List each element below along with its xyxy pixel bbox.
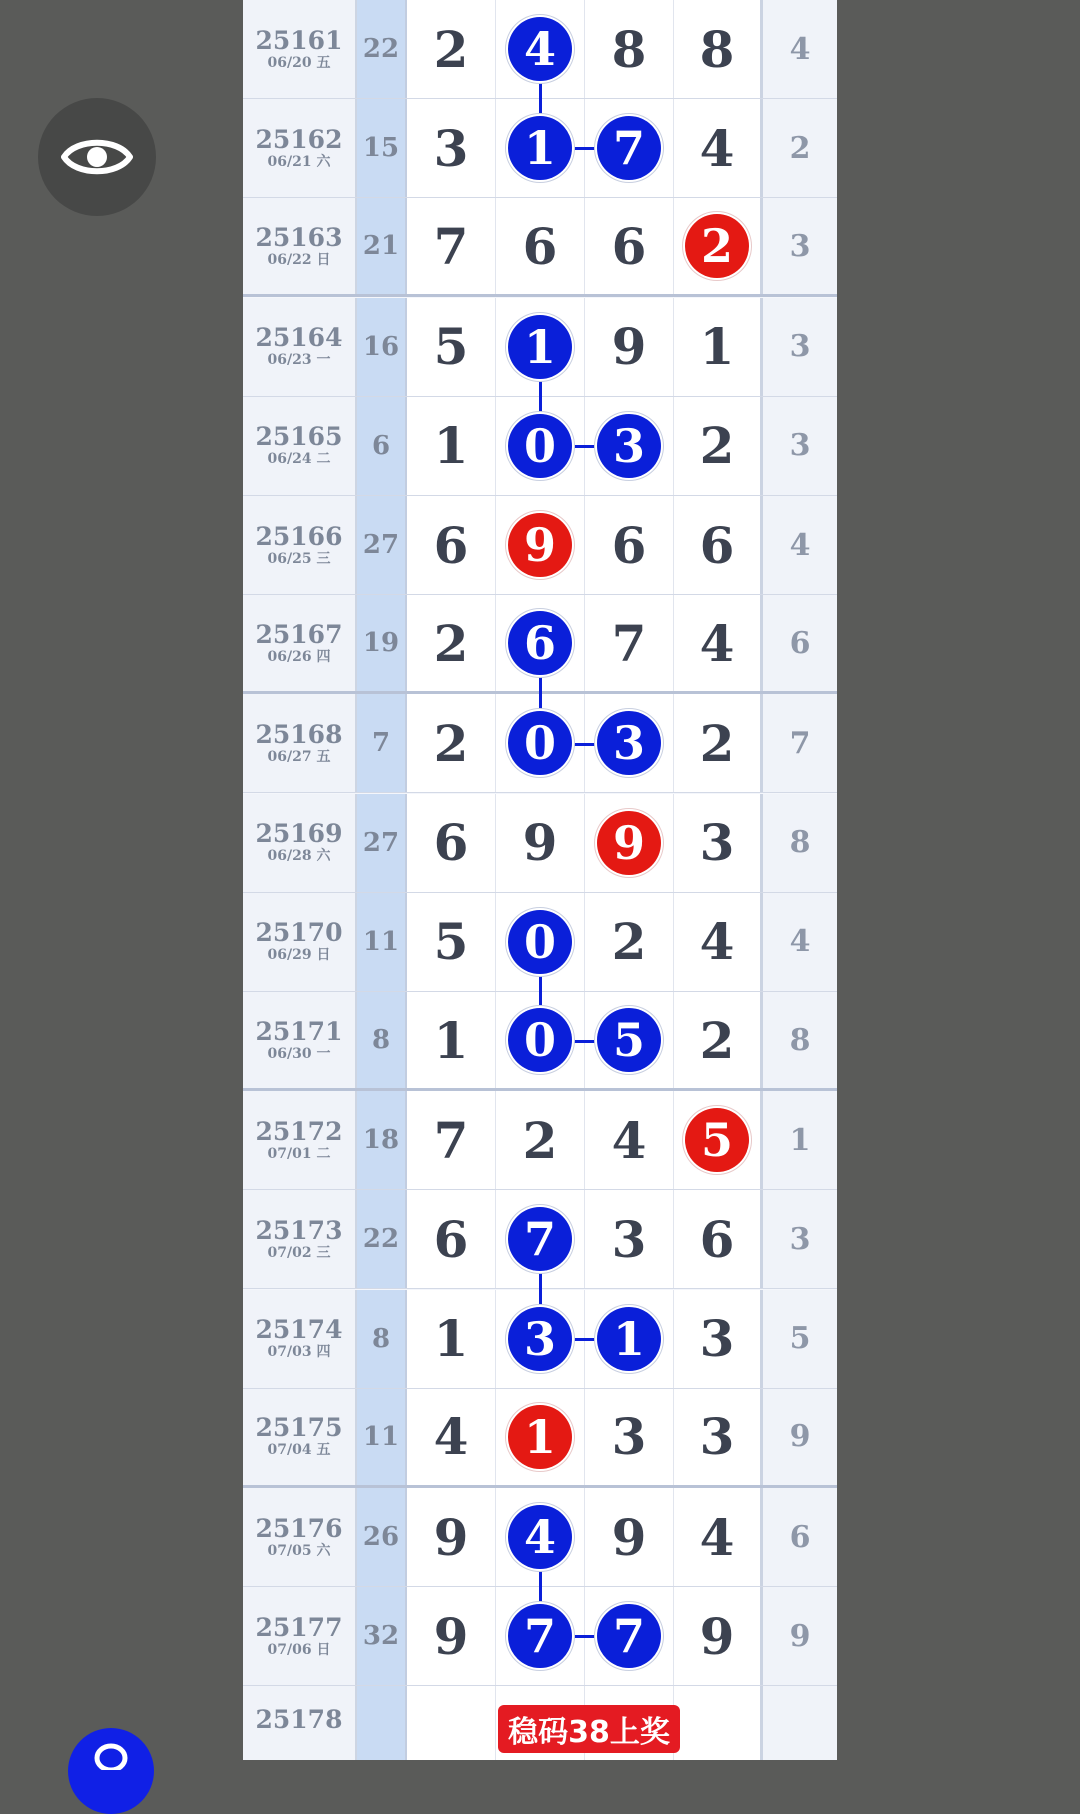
digit-value: 3 [699, 1407, 735, 1467]
connector-line [539, 82, 542, 117]
blue-ball: 0 [508, 910, 572, 974]
issue-date: 07/03 四 [267, 1344, 331, 1361]
blue-ball: 5 [597, 1008, 661, 1072]
digit-value: 9 [699, 1606, 735, 1666]
sum-cell: 19 [357, 595, 407, 691]
blue-ball: 7 [597, 116, 661, 180]
digit-cell [674, 0, 763, 98]
issue-cell [243, 198, 357, 294]
digit-cell [674, 1587, 763, 1685]
blue-ball: 0 [508, 1008, 572, 1072]
digit-cell [585, 397, 674, 495]
connector-line [573, 1040, 598, 1043]
digit-value: 3 [699, 813, 735, 873]
digit-cell [407, 99, 496, 197]
red-ball: 2 [685, 214, 749, 278]
digit-cell [585, 198, 674, 294]
trend-table [243, 0, 837, 1760]
issue-cell [243, 1290, 357, 1388]
blue-ball: 7 [597, 1604, 661, 1668]
digit-value: 4 [433, 1407, 469, 1467]
digit-cell [407, 496, 496, 594]
digit-value: 3 [699, 1309, 735, 1369]
sum-cell: 21 [357, 198, 407, 294]
sum-cell: 15 [357, 99, 407, 197]
blue-ball: 4 [508, 17, 572, 81]
sum-cell: 8 [357, 992, 407, 1088]
blue-ball: 7 [508, 1604, 572, 1668]
digit-cell [585, 794, 674, 892]
digit-cell [674, 1389, 763, 1485]
issue-number: 25175 [255, 1413, 343, 1443]
digit-value: 4 [611, 1110, 647, 1170]
digit-value: 7 [433, 216, 469, 276]
issue-number: 25178 [255, 1705, 343, 1735]
issue-date: 06/22 日 [267, 251, 331, 268]
digit-cell [407, 694, 496, 792]
digit-value: 5 [433, 912, 469, 972]
digit-value: 1 [433, 416, 469, 476]
sum-cell: 6 [357, 397, 407, 495]
digit-cell [407, 1091, 496, 1189]
last-digit-cell: 6 [763, 1488, 837, 1586]
issue-cell [243, 595, 357, 691]
digit-value: 3 [611, 1407, 647, 1467]
issue-cell [243, 992, 357, 1088]
issue-date: 06/26 四 [267, 648, 331, 665]
digit-value: 9 [611, 317, 647, 377]
digit-cell [407, 1587, 496, 1685]
issue-cell [243, 1686, 357, 1760]
last-digit-cell: 5 [763, 1290, 837, 1388]
sum-cell: 22 [357, 0, 407, 98]
issue-number: 25169 [255, 819, 343, 849]
issue-date: 07/05 六 [267, 1542, 331, 1559]
digit-cell [585, 1587, 674, 1685]
table-row [243, 496, 837, 595]
digit-value: 3 [433, 118, 469, 178]
sum-cell [357, 1686, 407, 1760]
issue-cell [243, 1488, 357, 1586]
last-digit-cell: 1 [763, 1091, 837, 1189]
digit-value: 6 [522, 216, 558, 276]
digit-cell [674, 1488, 763, 1586]
issue-date: 06/29 日 [267, 947, 331, 964]
digit-value: 7 [433, 1110, 469, 1170]
digit-cell [585, 893, 674, 991]
digit-value: 5 [433, 317, 469, 377]
blue-ball: 3 [597, 711, 661, 775]
last-digit-cell: 7 [763, 694, 837, 792]
issue-number: 25168 [255, 719, 343, 749]
last-digit-cell [763, 1686, 837, 1760]
digit-value: 9 [433, 1606, 469, 1666]
digit-cell [407, 992, 496, 1088]
sum-cell: 18 [357, 1091, 407, 1189]
sum-cell: 22 [357, 1190, 407, 1288]
issue-number: 25170 [255, 918, 343, 948]
connector-line [539, 1272, 542, 1307]
sum-cell: 26 [357, 1488, 407, 1586]
digit-value: 6 [433, 813, 469, 873]
digit-cell [407, 298, 496, 396]
connector-line [573, 743, 598, 746]
red-ball: 5 [685, 1108, 749, 1172]
digit-value: 6 [611, 216, 647, 276]
digit-value: 9 [522, 813, 558, 873]
issue-cell [243, 1587, 357, 1685]
sum-cell: 16 [357, 298, 407, 396]
digit-cell [585, 694, 674, 792]
issue-number: 25163 [255, 222, 343, 252]
digit-value: 6 [433, 515, 469, 575]
digit-cell [496, 496, 585, 594]
digit-value: 4 [699, 1507, 735, 1567]
issue-number: 25176 [255, 1513, 343, 1543]
last-digit-cell: 6 [763, 595, 837, 691]
last-digit-cell: 8 [763, 794, 837, 892]
digit-cell [407, 1190, 496, 1288]
digit-cell [674, 298, 763, 396]
digit-cell [496, 794, 585, 892]
digit-value: 2 [433, 613, 469, 673]
last-digit-cell: 4 [763, 0, 837, 98]
sum-cell: 32 [357, 1587, 407, 1685]
digit-value: 2 [699, 416, 735, 476]
digit-cell [585, 595, 674, 691]
digit-cell [674, 1091, 763, 1189]
issue-number: 25167 [255, 619, 343, 649]
digit-cell [674, 694, 763, 792]
blue-ball: 1 [508, 116, 572, 180]
issue-date: 06/21 六 [267, 153, 331, 170]
digit-cell [585, 1091, 674, 1189]
digit-cell [674, 99, 763, 197]
digit-cell [585, 0, 674, 98]
digit-cell [407, 1290, 496, 1388]
digit-value: 6 [433, 1209, 469, 1269]
last-digit-cell: 8 [763, 992, 837, 1088]
red-ball: 9 [597, 811, 661, 875]
issue-number: 25162 [255, 124, 343, 154]
digit-cell [674, 198, 763, 294]
digit-value: 6 [699, 515, 735, 575]
digit-cell [585, 1290, 674, 1388]
issue-number: 25177 [255, 1612, 343, 1642]
blue-ball: 6 [508, 611, 572, 675]
digit-cell [674, 992, 763, 1088]
table-row [243, 1389, 837, 1488]
issue-cell [243, 1091, 357, 1189]
last-digit-cell: 3 [763, 1190, 837, 1288]
issue-cell [243, 99, 357, 197]
digit-value: 6 [699, 1209, 735, 1269]
digit-value: 7 [611, 613, 647, 673]
sum-cell: 11 [357, 893, 407, 991]
digit-cell [585, 1389, 674, 1485]
issue-date: 07/04 五 [267, 1442, 331, 1459]
issue-number: 25165 [255, 422, 343, 452]
issue-date: 06/28 六 [267, 848, 331, 865]
blue-ball: 3 [597, 414, 661, 478]
issue-cell [243, 1389, 357, 1485]
issue-date: 07/01 二 [267, 1145, 331, 1162]
digit-cell [407, 198, 496, 294]
digit-cell [674, 1290, 763, 1388]
digit-value: 8 [611, 19, 647, 79]
issue-number: 25173 [255, 1215, 343, 1245]
digit-value: 1 [433, 1309, 469, 1369]
connector-line [539, 379, 542, 414]
issue-date: 06/20 五 [267, 54, 331, 71]
digit-cell [407, 893, 496, 991]
digit-cell [674, 893, 763, 991]
table-row [243, 794, 837, 893]
digit-cell [496, 198, 585, 294]
digit-value: 4 [699, 613, 735, 673]
blue-ball: 1 [597, 1307, 661, 1371]
digit-cell [407, 1389, 496, 1485]
digit-value: 2 [522, 1110, 558, 1170]
eye-icon [60, 132, 134, 182]
issue-number: 25174 [255, 1315, 343, 1345]
digit-cell [585, 298, 674, 396]
issue-cell [243, 694, 357, 792]
issue-cell [243, 0, 357, 98]
digit-cell [585, 992, 674, 1088]
issue-cell [243, 794, 357, 892]
eye-icon [86, 1740, 136, 1770]
digit-cell [674, 794, 763, 892]
red-ball: 9 [508, 513, 572, 577]
digit-value: 6 [611, 515, 647, 575]
issue-date: 06/25 三 [267, 550, 331, 567]
digit-value: 2 [699, 1010, 735, 1070]
last-digit-cell: 3 [763, 298, 837, 396]
digit-cell [585, 1190, 674, 1288]
issue-date: 06/27 五 [267, 748, 331, 765]
digit-cell [407, 397, 496, 495]
connector-line [539, 1570, 542, 1605]
digit-value: 9 [433, 1507, 469, 1567]
digit-cell [407, 0, 496, 98]
issue-cell [243, 893, 357, 991]
connector-line [573, 1635, 598, 1638]
connector-line [539, 677, 542, 712]
blue-ball: 1 [508, 315, 572, 379]
last-digit-cell: 4 [763, 893, 837, 991]
sum-cell: 27 [357, 496, 407, 594]
issue-number: 25171 [255, 1016, 343, 1046]
digit-value: 3 [611, 1209, 647, 1269]
digit-cell [407, 1686, 496, 1760]
digit-cell [585, 99, 674, 197]
connector-line [539, 974, 542, 1009]
floating-action-button[interactable] [68, 1728, 154, 1814]
issue-number: 25164 [255, 323, 343, 353]
digit-cell [674, 496, 763, 594]
digit-value: 2 [433, 713, 469, 773]
digit-cell [585, 496, 674, 594]
blue-ball: 0 [508, 711, 572, 775]
digit-cell [585, 1488, 674, 1586]
sum-cell: 27 [357, 794, 407, 892]
blue-ball: 7 [508, 1207, 572, 1271]
issue-date: 06/23 一 [267, 352, 331, 369]
issue-number: 25161 [255, 25, 343, 55]
eye-toggle-button[interactable] [38, 98, 156, 216]
table-row [243, 198, 837, 297]
last-digit-cell: 3 [763, 198, 837, 294]
issue-cell [243, 1190, 357, 1288]
sum-cell: 11 [357, 1389, 407, 1485]
digit-cell [407, 1488, 496, 1586]
prize-banner: 稳码38上奖 [498, 1705, 680, 1753]
last-digit-cell: 9 [763, 1587, 837, 1685]
digit-cell [407, 595, 496, 691]
connector-line [573, 1338, 598, 1341]
digit-value: 1 [433, 1010, 469, 1070]
issue-date: 07/02 三 [267, 1244, 331, 1261]
issue-date: 06/24 二 [267, 451, 331, 468]
digit-cell [674, 1190, 763, 1288]
issue-cell [243, 397, 357, 495]
issue-number: 25172 [255, 1116, 343, 1146]
blue-ball: 4 [508, 1505, 572, 1569]
digit-cell [674, 397, 763, 495]
digit-cell [496, 1389, 585, 1485]
blue-ball: 3 [508, 1307, 572, 1371]
last-digit-cell: 3 [763, 397, 837, 495]
connector-line [573, 147, 598, 150]
digit-value: 4 [699, 118, 735, 178]
digit-cell [496, 1091, 585, 1189]
blue-ball: 0 [508, 414, 572, 478]
issue-number: 25166 [255, 521, 343, 551]
sum-cell: 8 [357, 1290, 407, 1388]
last-digit-cell: 9 [763, 1389, 837, 1485]
digit-value: 4 [699, 912, 735, 972]
red-ball: 1 [508, 1405, 572, 1469]
digit-value: 2 [611, 912, 647, 972]
digit-value: 9 [611, 1507, 647, 1567]
digit-cell [674, 1686, 763, 1760]
sum-cell: 7 [357, 694, 407, 792]
digit-value: 8 [699, 19, 735, 79]
digit-cell [674, 595, 763, 691]
digit-value: 1 [699, 317, 735, 377]
last-digit-cell: 2 [763, 99, 837, 197]
connector-line [573, 445, 598, 448]
digit-value: 2 [699, 713, 735, 773]
digit-cell [407, 794, 496, 892]
last-digit-cell: 4 [763, 496, 837, 594]
issue-cell [243, 496, 357, 594]
table-row [243, 1091, 837, 1190]
issue-date: 06/30 一 [267, 1045, 331, 1062]
digit-value: 2 [433, 19, 469, 79]
issue-date: 07/06 日 [267, 1641, 331, 1658]
issue-cell [243, 298, 357, 396]
